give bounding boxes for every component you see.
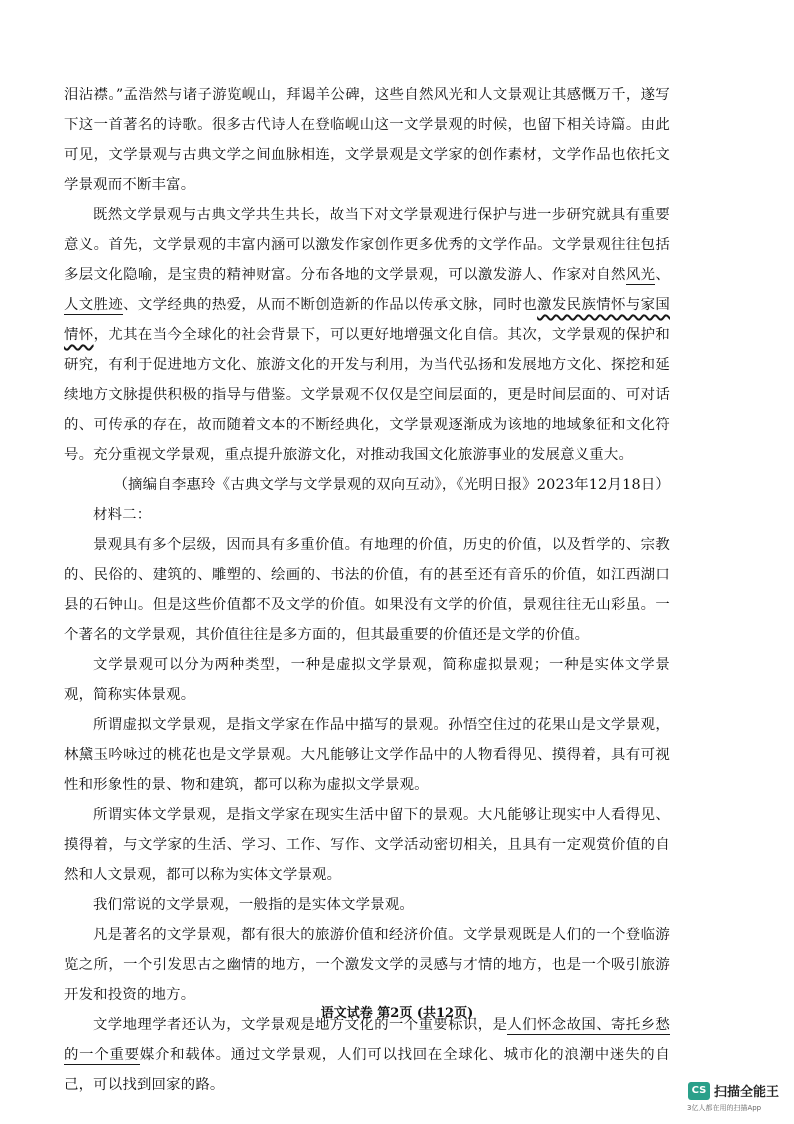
text-segment: 、文学经典的热爱，从而不断创造新的作品以传承文脉，同时也: [123, 297, 538, 313]
wavy-underlined-phrase: 激发民族情怀与家国情怀: [64, 297, 670, 343]
text-segment: 、: [655, 267, 670, 283]
material2-paragraph-5: 我们常说的文学景观，一般指的是实体文学景观。: [93, 897, 414, 913]
underlined-phrase: 人们怀念故国、寄托乡愁的一个重要: [64, 1017, 670, 1063]
camscanner-logo-icon: CS: [688, 1082, 710, 1100]
scanner-tagline: 3亿人都在用的扫描App: [687, 1104, 762, 1112]
underlined-phrase: 人文胜迹: [64, 297, 124, 313]
text-segment: 文学地理学者还认为，文学景观是地方文化的一个重要标识，是: [93, 1017, 508, 1033]
scanner-app-name: 扫描全能王: [714, 1085, 780, 1100]
material2-paragraph-3: 所谓虚拟文学景观，是指文学家在作品中描写的景观。孙悟空住过的花果山是文学景观，林黛玉吟咏过的桃花也是文学景观。大凡能够让文学作品中的人物看得见、摸得着，具有可视性和形象性的景、物和建筑，都可以称为虚拟文学景观。: [64, 717, 670, 793]
material2-paragraph-7: [64, 1010, 670, 1100]
material2-label: 材料二：: [93, 507, 152, 523]
underlined-phrase: 风光: [625, 267, 656, 283]
page-footer: 语文试卷 第2页 (共12页): [320, 1006, 474, 1021]
material1-source: （摘编自李惠玲《古典文学与文学景观的双向互动》，《光明日报》2023年12月18日）: [113, 477, 670, 493]
material2-paragraph-2: 文学景观可以分为两种类型，一种是虚拟文学景观，简称虚拟景观；一种是实体文学景观，简称实体景观。: [64, 657, 670, 703]
text-segment: 既然文学景观与古典文学共生共长，故当下对文学景观进行保护与进一步研究就具有重要意义。首先，文学景观的丰富内涵可以激发作家创作更多优秀的文学作品。文学景观往往包括多层文化隐喻，是宝贵的精神财富。分布各地的文学景观，可以激发游人、作家对自然: [64, 207, 670, 283]
text-segment: ，尤其在当今全球化的社会背景下，可以更好地增强文化自信。其次，文学景观的保护和研究，有利于促进地方文化、旅游文化的开发与利用，为当代弘扬和发展地方文化、探挖和延续地方文脉提供积极的指导与借鉴。文学景观不仅仅是空间层面的，更是时间层面的、可对话的、可传承的存在，故而随着文本的不断经典化，文学景观逐渐成为该地的地域象征和文化符号。充分重视文学景观，重点提升旅游文化，对推动我国文化旅游事业的发展意义重大。: [64, 327, 670, 463]
material2-paragraph-6: 凡是著名的文学景观，都有很大的旅游价值和经济价值。文学景观既是人们的一个登临游览之所，一个引发思古之幽情的地方，一个激发文学的灵感与才情的地方，也是一个吸引旅游开发和投资的地方。: [64, 927, 670, 1003]
material1-paragraph-2: [64, 200, 670, 470]
material1-paragraph-1: 泪沾襟。”孟浩然与诸子游览岘山，拜谒羊公碑，这些自然风光和人文景观让其感慨万千，遂写下这一首著名的诗歌。很多古代诗人在登临岘山这一文学景观的时候，也留下相关诗篇。由此可见，文学景观与古典文学之间血脉相连，文学景观是文学家的创作素材，文学作品也依托文学景观而不断丰富。: [64, 87, 670, 193]
material2-paragraph-1: 景观具有多个层级，因而具有多重价值。有地理的价值，历史的价值，以及哲学的、宗教的、民俗的、建筑的、雕塑的、绘画的、书法的价值，有的甚至还有音乐的价值，如江西湖口县的石钟山。但是这些价值都不及文学的价值。如果没有文学的价值，景观往往无山彩虽。一个著名的文学景观，其价值往往是多方面的，但其最重要的价值还是文学的价值。: [64, 537, 670, 643]
page-content: [64, 80, 670, 1100]
text-segment: 媒介和载体。通过文学景观，人们可以找回在全球化、城市化的浪潮中迷失的自己，可以找到回家的路。: [64, 1047, 670, 1093]
material2-paragraph-4: 所谓实体文学景观，是指文学家在现实生活中留下的景观。大凡能够让现实中人看得见、摸得着，与文学家的生活、学习、工作、写作、文学活动密切相关，且具有一定观赏价值的自然和人文景观，都可以称为实体文学景观。: [64, 807, 670, 883]
scanner-watermark: [684, 1079, 794, 1124]
